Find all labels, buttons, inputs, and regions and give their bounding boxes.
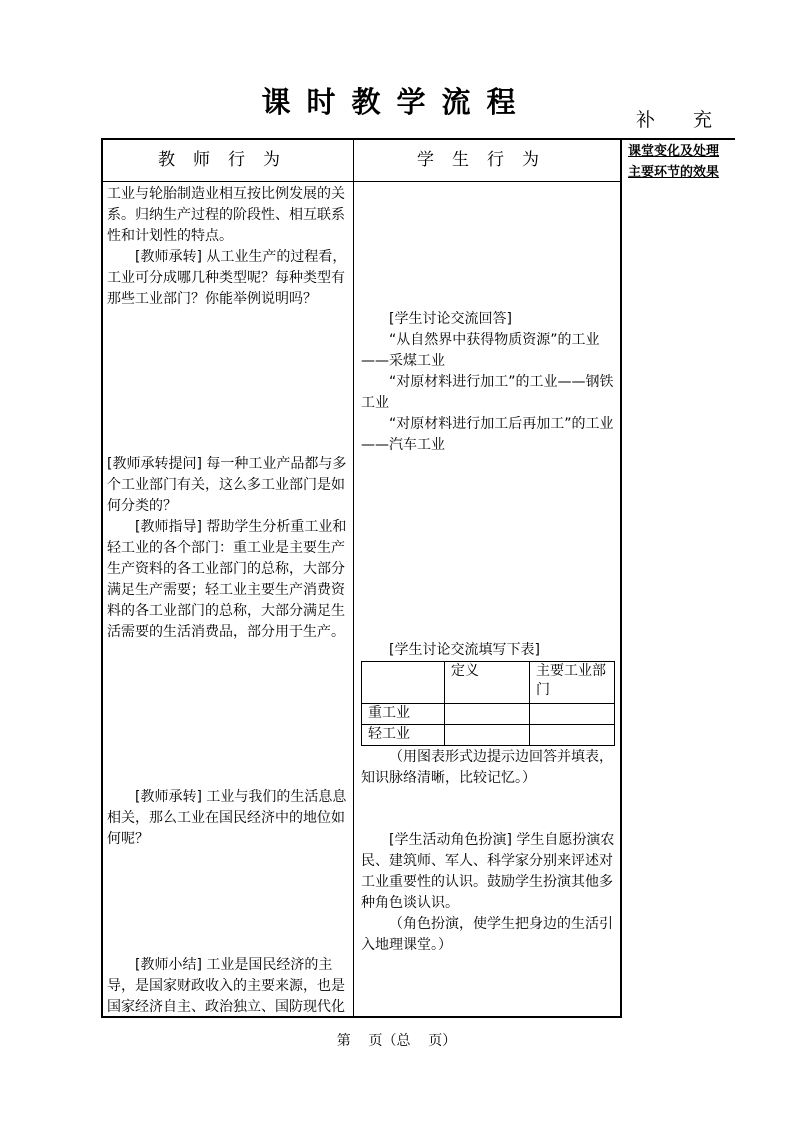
student-paragraph: （角色扮演，使学生把身边的生活引入地理课堂。） — [361, 916, 613, 953]
column-divider — [353, 138, 354, 1018]
student-text-3 — [361, 747, 616, 789]
student-column-header: 学生行为 — [417, 150, 557, 170]
table-row-light-industry: 轻工业 — [362, 725, 445, 746]
student-paragraph: “从自然界中获得物质资源”的工业——采煤工业 — [361, 332, 600, 369]
teacher-text-1 — [107, 184, 347, 310]
teacher-paragraph: [教师承转] 工业与我们的生活息息相关，那么工业在国民经济中的地位如何呢？ — [107, 789, 347, 847]
table-header-empty — [362, 662, 445, 704]
table-cell — [445, 725, 530, 746]
teacher-text-2 — [107, 454, 347, 643]
student-paragraph: [学生活动角色扮演] 学生自愿扮演农民、建筑师、军人、科学家分别来评述对工业重要性的认识。鼓励学生扮演其他多种角色谈认识。 — [361, 832, 615, 911]
student-text-4 — [361, 830, 616, 956]
table-cell — [445, 704, 530, 725]
student-paragraph: （用图表形式边提示边回答并填表，知识脉络清晰，比较记忆。） — [361, 749, 613, 786]
teacher-paragraph: 工业与轮胎制造业相互按比例发展的关系。归纳生产过程的阶段性、相互联系性和计划性的特点。 — [107, 186, 345, 244]
table-cell — [530, 704, 615, 725]
page-footer: 第 页（总 页） — [336, 1033, 457, 1049]
table-cell — [530, 725, 615, 746]
supplement-top-rule — [622, 138, 735, 140]
header-divider — [101, 181, 622, 182]
student-paragraph: “对原材料进行加工后再加工”的工业——汽车工业 — [361, 416, 614, 453]
student-text-2 — [361, 640, 616, 661]
teacher-text-3 — [107, 787, 347, 850]
supplement-note-line1: 课堂变化及处理 — [628, 144, 720, 159]
student-text-1 — [361, 309, 616, 456]
student-paragraph: [学生讨论交流回答] — [389, 311, 512, 327]
teacher-paragraph: [教师小结] 工业是国民经济的主导，是国家财政收入的主要来源，也是国家经济自主、政治独立、国防现代化 — [107, 957, 345, 1015]
industry-fill-table — [361, 661, 615, 746]
page-title: 课时教学流程 — [261, 85, 532, 119]
teacher-column-header: 教师行为 — [158, 150, 298, 170]
table-header-definition: 定义 — [445, 662, 530, 704]
teacher-text-4 — [107, 955, 347, 1018]
supplement-note — [628, 141, 732, 183]
student-paragraph: [学生讨论交流填写下表] — [389, 642, 540, 658]
table-header-departments: 主要工业部门 — [530, 662, 615, 704]
student-paragraph: “对原材料进行加工”的工业——钢铁工业 — [361, 374, 614, 411]
supplement-note-line2: 主要环节的效果 — [628, 165, 720, 180]
table-row-heavy-industry: 重工业 — [362, 704, 445, 725]
supplement-label: 补充 — [636, 109, 751, 131]
teacher-paragraph: [教师指导] 帮助学生分析重工业和轻工业的各个部门：重工业是主要生产生产资料的各工业部门的总称，大部分满足生产需要；轻工业主要生产消费资料的各工业部门的总称，大部分满足生活需要的生活消费品，部分用于生产。 — [107, 519, 347, 640]
teacher-paragraph: [教师承转提问] 每一种工业产品都与多个工业部门有关，这么多工业部门是如何分类的？ — [107, 456, 347, 514]
teacher-paragraph: [教师承转] 从工业生产的过程看，工业可分成哪几种类型呢？每种类型有那些工业部门？你能举例说明吗？ — [107, 249, 347, 307]
